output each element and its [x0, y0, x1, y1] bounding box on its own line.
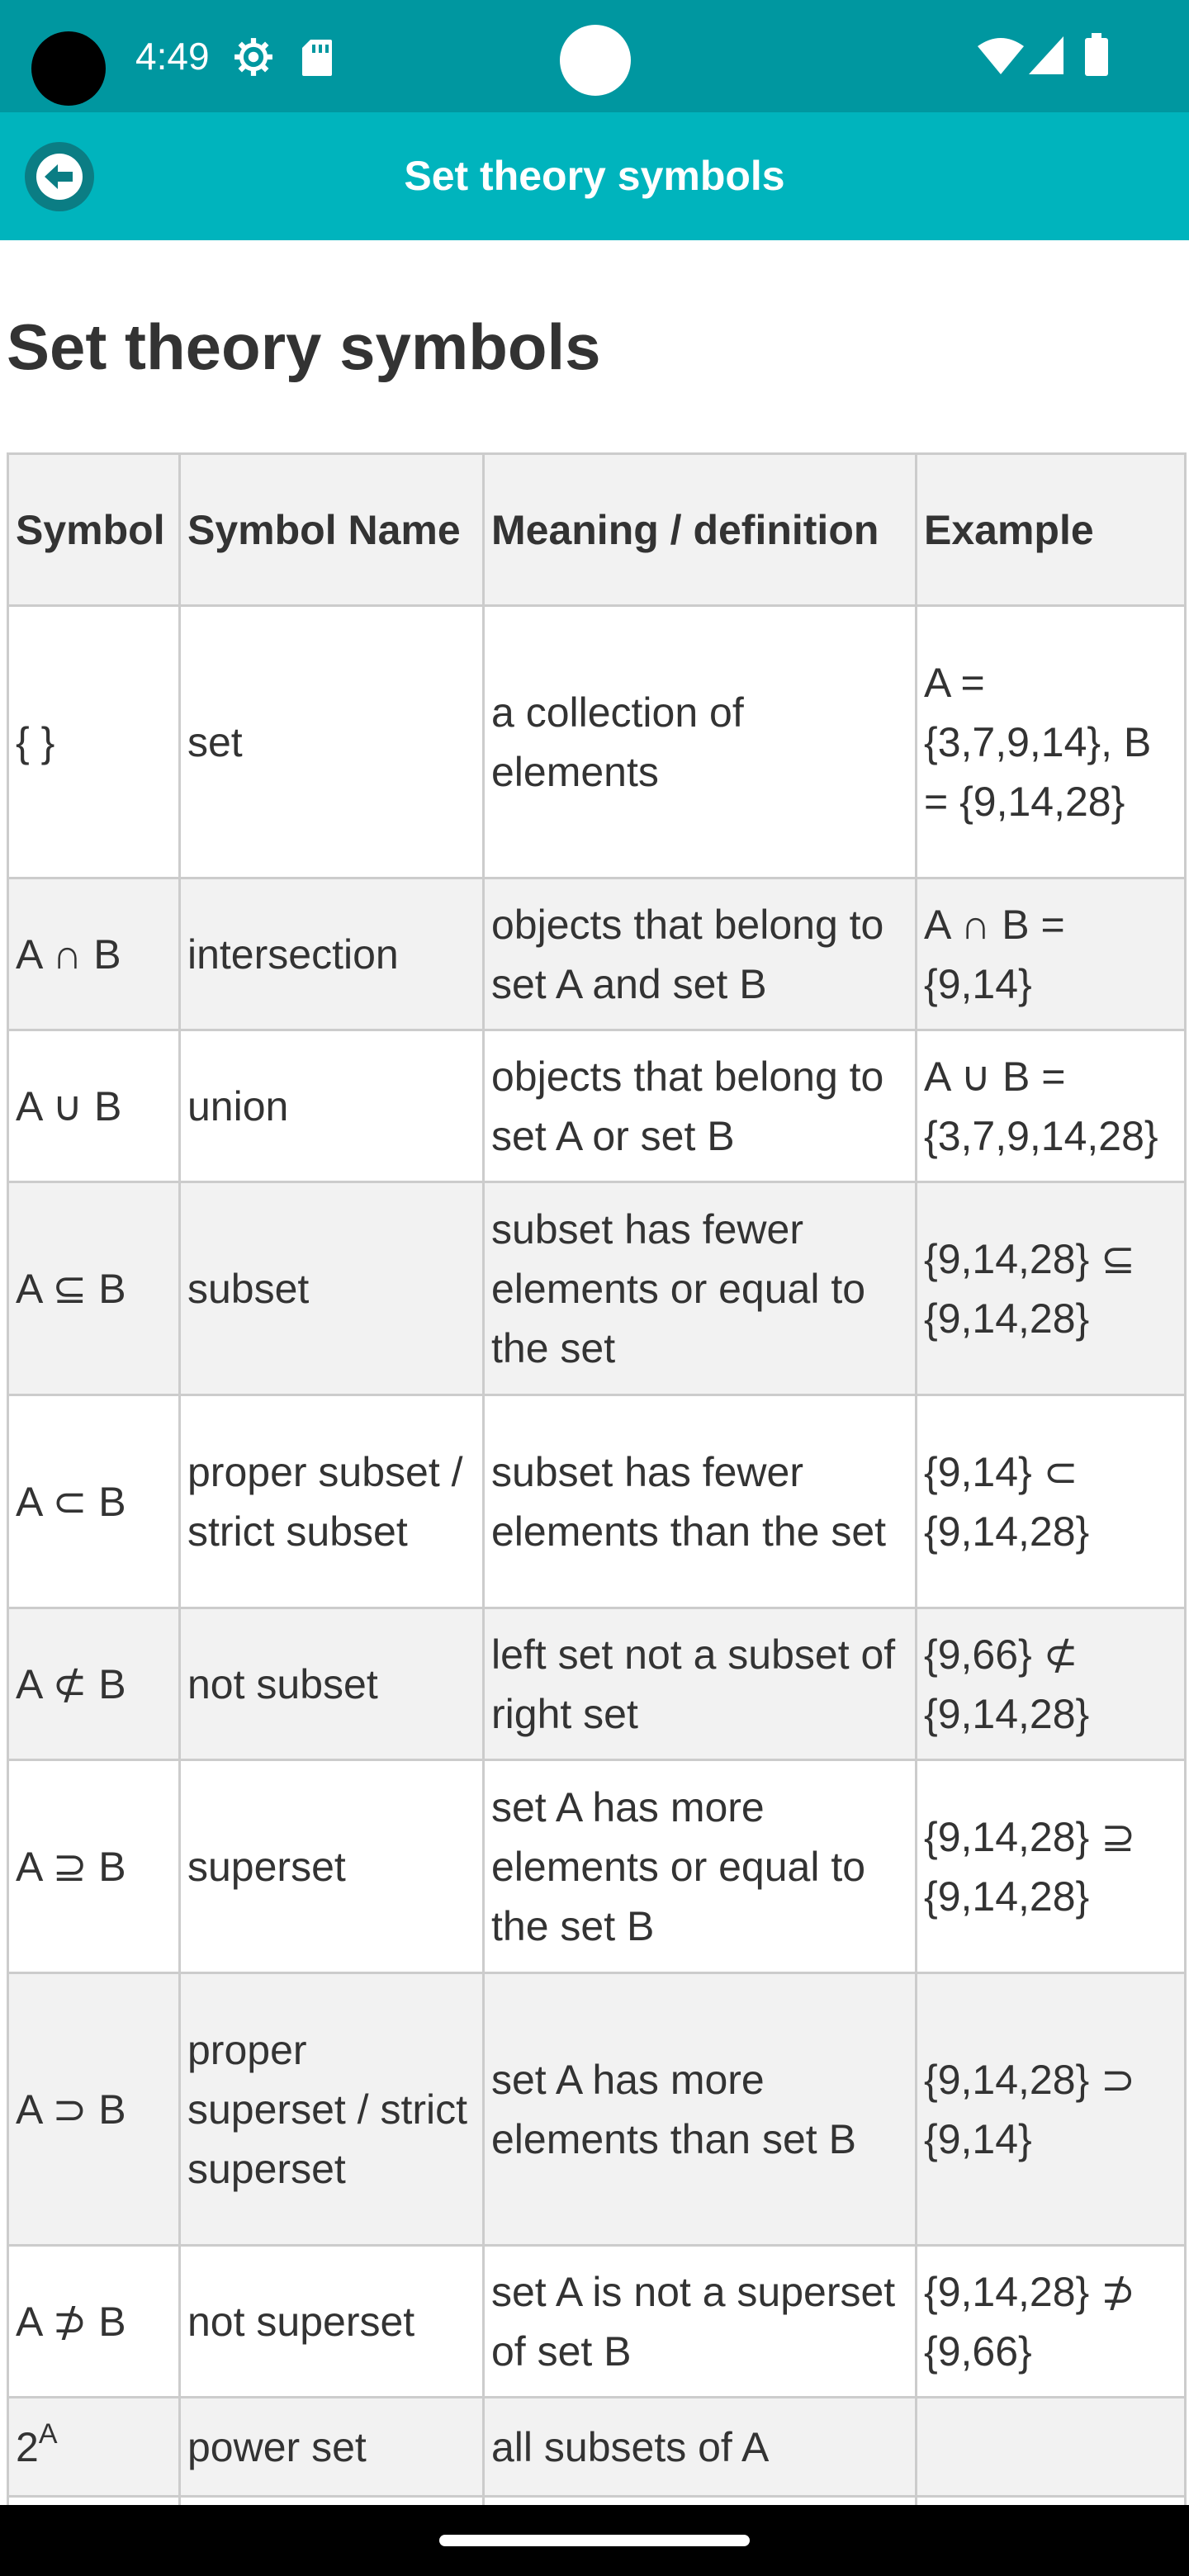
- app-bar: [0, 112, 1189, 240]
- symbol-superscript: A: [38, 2417, 58, 2450]
- cell-symbol: { }: [8, 606, 180, 878]
- camera-cutout: [31, 31, 106, 106]
- cell-meaning: subset has fewer elements than the set: [484, 1395, 917, 1608]
- settings-gear-icon: [233, 36, 274, 78]
- cell-meaning: set A is not a superset of set B: [484, 2246, 917, 2398]
- cell-symbol: A ⊃ B: [8, 1973, 180, 2246]
- battery-icon: [1085, 33, 1108, 76]
- header-example: Example: [917, 454, 1186, 606]
- cell-name: not superset: [180, 2246, 484, 2398]
- cell-example: {9,14,28} ⊅ {9,66}: [917, 2246, 1186, 2398]
- cell-example: A ∪ B = {3,7,9,14,28}: [917, 1030, 1186, 1182]
- front-camera-indicator: [560, 25, 631, 96]
- status-bar: [0, 0, 1189, 112]
- cell-symbol: [8, 2398, 180, 2497]
- wifi-icon: [978, 38, 1024, 74]
- table-row: [8, 1973, 1186, 2246]
- cell-meaning: left set not a subset of right set: [484, 1608, 917, 1760]
- cell-name: superset: [180, 1760, 484, 1973]
- cell-name: power set: [180, 2398, 484, 2497]
- cell-symbol: A ⊅ B: [8, 2246, 180, 2398]
- table-row: [8, 878, 1186, 1030]
- table-row: [8, 1608, 1186, 1760]
- table-row: [8, 606, 1186, 878]
- cell-example: {9,14,28} ⊇ {9,14,28}: [917, 1760, 1186, 1973]
- header-meaning: Meaning / definition: [484, 454, 917, 606]
- cell-meaning: objects that belong to set A and set B: [484, 878, 917, 1030]
- cellular-signal-icon: [1029, 36, 1063, 74]
- navigation-bar: [0, 2505, 1189, 2576]
- status-time: 4:49: [135, 35, 210, 78]
- table-header-row: [8, 454, 1186, 606]
- cell-symbol: A ∪ B: [8, 1030, 180, 1182]
- cell-example: {9,14} ⊂ {9,14,28}: [917, 1395, 1186, 1608]
- cell-meaning: a collection of elements: [484, 606, 917, 878]
- symbol-base: 2: [16, 2423, 39, 2470]
- table-row: [8, 2398, 1186, 2497]
- table-row: [8, 1182, 1186, 1395]
- cell-name: union: [180, 1030, 484, 1182]
- cell-name: proper subset / strict subset: [180, 1395, 484, 1608]
- cell-meaning: set A has more elements or equal to the set B: [484, 1760, 917, 1973]
- arrow-back-icon: [25, 142, 94, 211]
- page-heading: Set theory symbols: [7, 310, 601, 383]
- cell-name: intersection: [180, 878, 484, 1030]
- cell-example: A = {3,7,9,14}, B = {9,14,28}: [917, 606, 1186, 878]
- symbols-table-container[interactable]: [7, 452, 1184, 2564]
- cell-meaning: objects that belong to set A or set B: [484, 1030, 917, 1182]
- cell-symbol: A ⊆ B: [8, 1182, 180, 1395]
- home-indicator[interactable]: [439, 2535, 750, 2546]
- cell-symbol: A ⊇ B: [8, 1760, 180, 1973]
- cell-example: {9,14,28} ⊃ {9,14}: [917, 1973, 1186, 2246]
- cell-symbol: A ⊂ B: [8, 1395, 180, 1608]
- cell-symbol: A ⊄ B: [8, 1608, 180, 1760]
- cell-meaning: subset has fewer elements or equal to the set: [484, 1182, 917, 1395]
- header-symbol: Symbol: [8, 454, 180, 606]
- table-row: [8, 2246, 1186, 2398]
- cell-name: set: [180, 606, 484, 878]
- sd-card-icon: [301, 38, 334, 78]
- cell-name: not subset: [180, 1608, 484, 1760]
- table-row: [8, 1030, 1186, 1182]
- cell-example: A ∩ B = {9,14}: [917, 878, 1186, 1030]
- back-button[interactable]: [25, 142, 94, 211]
- cell-name: proper superset / strict superset: [180, 1973, 484, 2246]
- cell-name: subset: [180, 1182, 484, 1395]
- cell-example: [917, 2398, 1186, 2497]
- app-bar-title: Set theory symbols: [404, 153, 785, 199]
- table-row: [8, 1395, 1186, 1608]
- header-symbol-name: Symbol Name: [180, 454, 484, 606]
- cell-meaning: all subsets of A: [484, 2398, 917, 2497]
- symbols-table: [7, 452, 1187, 2564]
- cell-symbol: A ∩ B: [8, 878, 180, 1030]
- table-row: [8, 1760, 1186, 1973]
- cell-example: {9,14,28} ⊆ {9,14,28}: [917, 1182, 1186, 1395]
- cell-meaning: set A has more elements than set B: [484, 1973, 917, 2246]
- cell-example: {9,66} ⊄ {9,14,28}: [917, 1608, 1186, 1760]
